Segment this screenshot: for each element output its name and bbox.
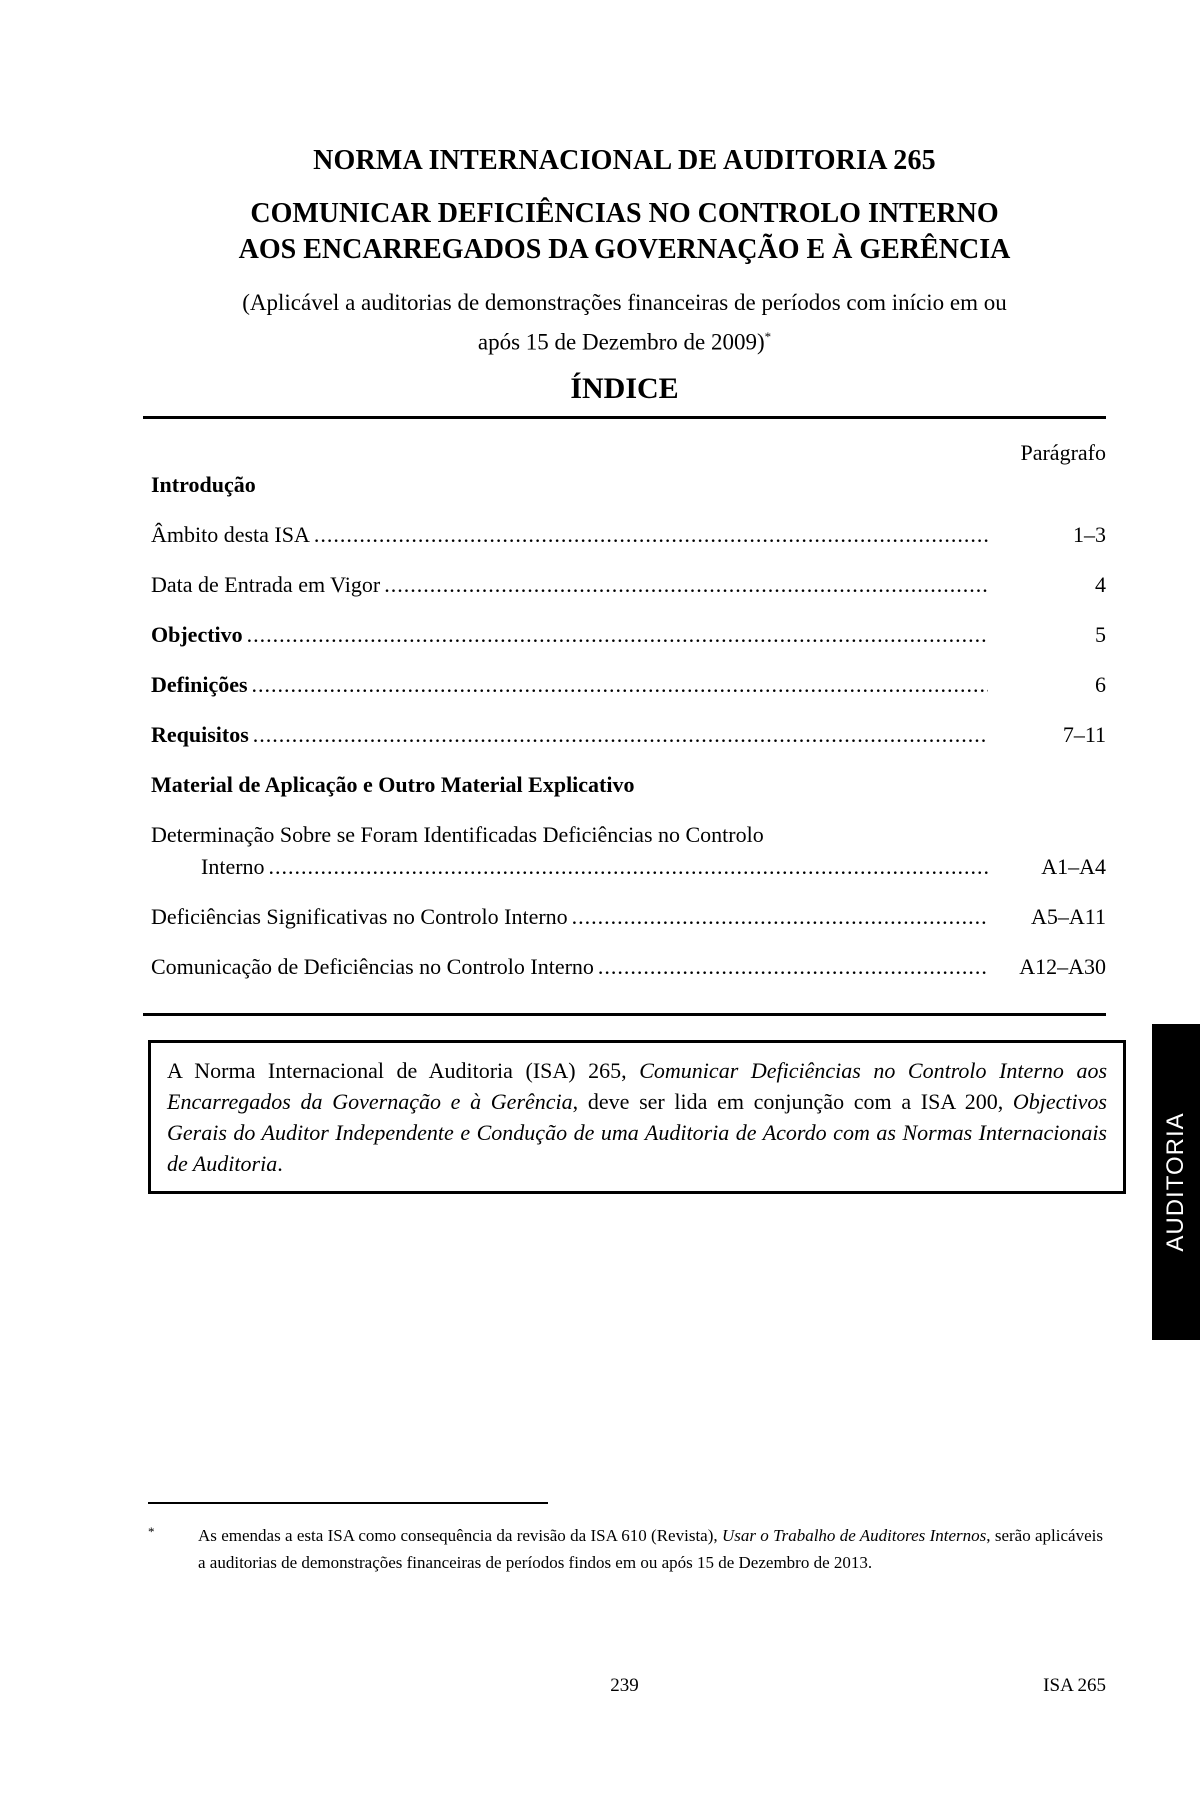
footnote-reference[interactable]: *: [764, 329, 772, 344]
notice-text-1: A Norma Internacional de Auditoria (ISA) 265,: [167, 1058, 640, 1083]
toc-section-application-material: Material de Aplicação e Outro Material Explicativo: [151, 772, 635, 797]
notice-title-isa-265: Comunicar Deficiências no Controlo Interno aos Encarregados da Governação e à Gerência: [167, 1058, 1108, 1114]
toc-leader-dots: [269, 854, 988, 880]
notice-text-2: , deve ser lida em conjunção com a ISA 200,: [572, 1089, 1013, 1114]
toc-entry-paragraph: 1–3: [1073, 522, 1106, 547]
index-top-rule: [143, 416, 1106, 419]
section-side-tab[interactable]: [1152, 1024, 1200, 1340]
toc-entry-significant-deficiencies[interactable]: [151, 904, 1106, 930]
footnote: [148, 1522, 1103, 1576]
notice-title-isa-200: Objectivos Gerais do Auditor Independente e Condução de uma Auditoria de Acordo com as Normas Internacionais de Auditoria: [167, 1089, 1107, 1176]
toc-entry-effective-date[interactable]: [151, 572, 1106, 598]
toc-entry-definitions[interactable]: [151, 672, 1106, 698]
toc-leader-dots: [598, 954, 988, 980]
toc-leader-dots: [314, 522, 988, 548]
toc-leader-dots: [384, 572, 988, 598]
toc-entry-objective[interactable]: [151, 622, 1106, 648]
applicability-note: [143, 286, 1106, 360]
toc-entry-paragraph: 6: [1095, 672, 1106, 697]
applicability-line-2: [143, 320, 1106, 360]
toc-entry-communication[interactable]: [151, 954, 1106, 980]
toc-leader-dots: [252, 672, 988, 698]
applicability-line-1: (Aplicável a auditorias de demonstrações financeiras de períodos com início em ou: [242, 290, 1007, 315]
toc-entry-paragraph: 7–11: [1062, 722, 1106, 747]
toc-section-introduction: Introdução: [151, 472, 256, 497]
notice-text-3: .: [277, 1151, 283, 1176]
toc-entry-determination-line-1[interactable]: Determinação Sobre se Foram Identificadas Deficiências no Controlo: [151, 822, 764, 847]
index-bottom-rule: [143, 1013, 1106, 1016]
toc-entry-requirements[interactable]: [151, 722, 1106, 748]
index-heading: ÍNDICE: [570, 372, 679, 405]
toc-entry-paragraph: A12–A30: [1019, 954, 1106, 979]
toc-entry-label: Data de Entrada em Vigor: [151, 572, 381, 597]
document-title: NORMA INTERNACIONAL DE AUDITORIA 265: [313, 145, 936, 176]
toc-entry-scope[interactable]: [151, 522, 1106, 548]
reading-notice-box: [148, 1040, 1126, 1194]
footnote-text-2: , serão aplicáveis a auditorias de demonstrações financeiras de períodos findos em ou após 15 de Dezembro de 2013.: [198, 1526, 1103, 1572]
toc-entry-paragraph: A5–A11: [1031, 904, 1106, 929]
toc-entry-label: Definições: [151, 672, 248, 697]
document-subtitle: [143, 196, 1106, 268]
footnote-text: [198, 1522, 1103, 1576]
page-number: 239: [610, 1675, 639, 1696]
document-reference: ISA 265: [1043, 1675, 1106, 1696]
toc-entry-label: Comunicação de Deficiências no Controlo Interno: [151, 954, 594, 979]
footnote-mark: *: [148, 1524, 155, 1539]
subtitle-line-1: COMUNICAR DEFICIÊNCIAS NO CONTROLO INTERNO: [250, 198, 999, 229]
toc-entry-paragraph: A1–A4: [1041, 854, 1106, 879]
toc-entry-label: Deficiências Significativas no Controlo Interno: [151, 904, 568, 929]
side-tab-label: AUDITORIA: [1162, 1112, 1189, 1252]
toc-leader-dots: [253, 722, 988, 748]
footnote-separator: [148, 1502, 548, 1504]
toc-entry-determination[interactable]: [151, 854, 1106, 880]
paragraph-column-header: Parágrafo: [1020, 440, 1106, 465]
footnote-text-1: As emendas a esta ISA como consequência da revisão da ISA 610 (Revista),: [198, 1526, 722, 1545]
footnote-italic-title: Usar o Trabalho de Auditores Internos: [721, 1526, 987, 1545]
subtitle-line-2: AOS ENCARREGADOS DA GOVERNAÇÃO E À GERÊNCIA: [238, 234, 1011, 265]
toc-entry-label: Âmbito desta ISA: [151, 522, 310, 547]
toc-leader-dots: [572, 904, 988, 930]
applicability-line-2-text: após 15 de Dezembro de 2009): [477, 329, 765, 355]
toc-entry-paragraph: 4: [1095, 572, 1106, 597]
toc-entry-label: Interno: [201, 854, 265, 879]
toc-entry-paragraph: 5: [1095, 622, 1106, 647]
toc-entry-label: Objectivo: [151, 622, 243, 647]
toc-leader-dots: [247, 622, 988, 648]
toc-entry-label: Requisitos: [151, 722, 249, 747]
